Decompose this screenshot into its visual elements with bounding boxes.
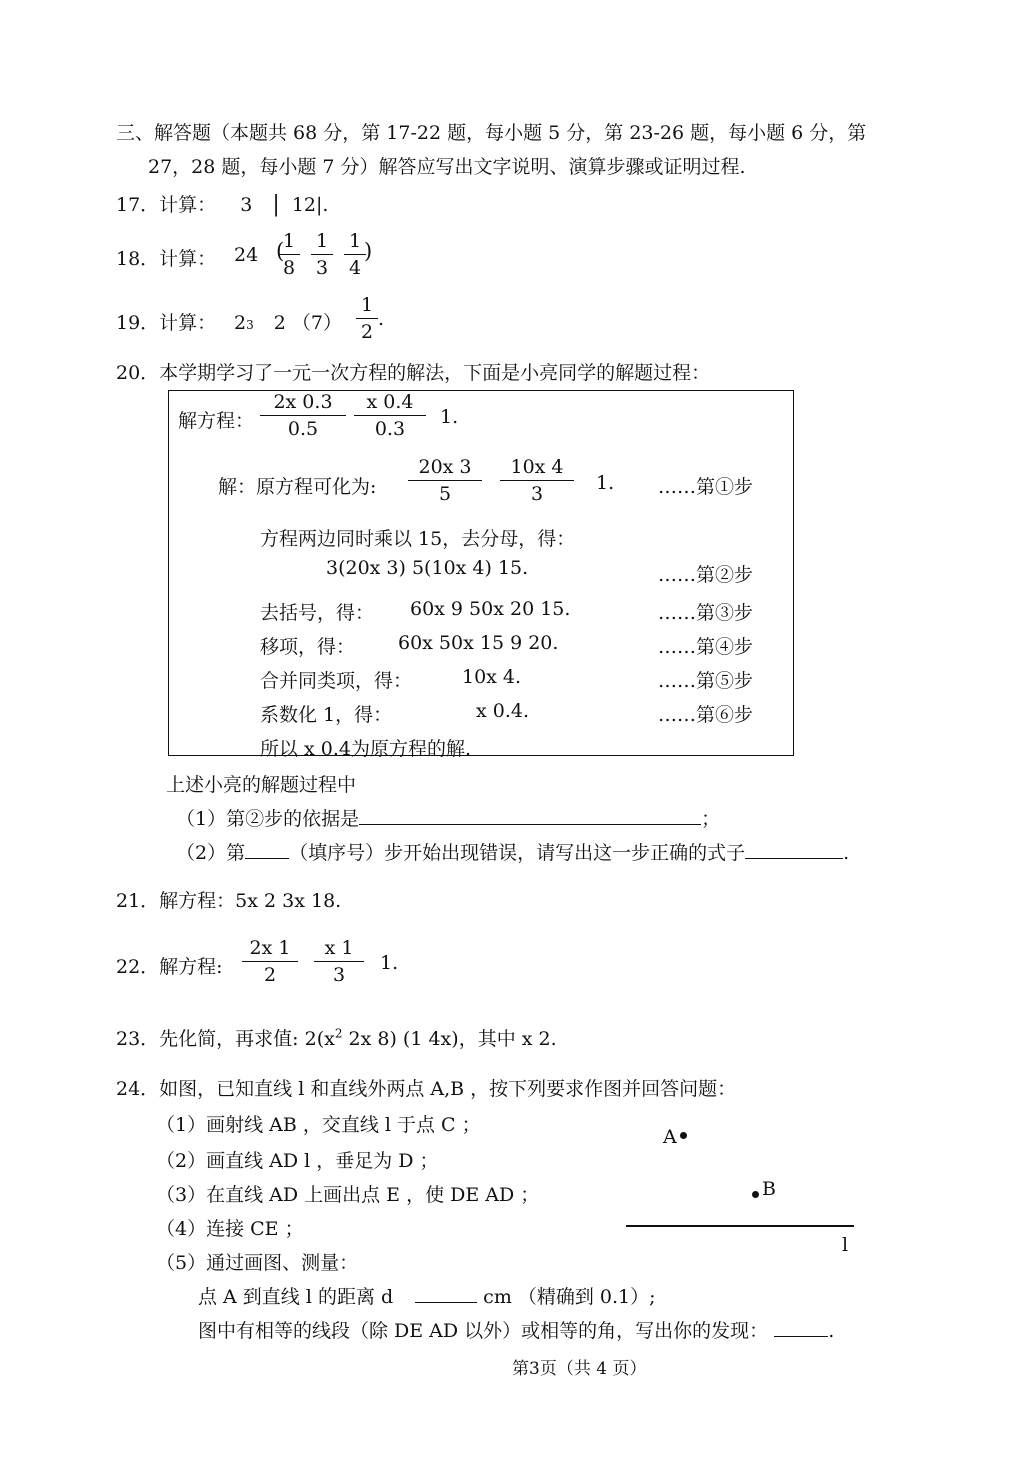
q20-step3-tag: ……第③步	[658, 602, 754, 624]
q20-step1-rhs: 1.	[596, 472, 615, 494]
q19-end: .	[378, 308, 385, 330]
q20-step4-tag: ……第④步	[658, 636, 754, 658]
q20-eq-label: 解方程：	[178, 410, 255, 432]
q20-step2-eq: 3(20x 3) 5(10x 4) 15.	[326, 557, 529, 579]
line-l	[626, 1225, 854, 1227]
page-footer: 第3页（共 4 页）	[512, 1359, 647, 1379]
q20-part2-blank-expr[interactable]	[745, 840, 843, 859]
q20-step1-frac-1: 20x 3 5	[408, 456, 482, 505]
section-heading-line2: 27，28 题，每小题 7 分）解答应写出文字说明、演算步骤或证明过程.	[148, 156, 746, 178]
q20-conclusion: 所以 x 0.4为原方程的解.	[260, 738, 472, 760]
q24-distance-blank[interactable]	[415, 1284, 477, 1303]
q24-intro: 24．如图，已知直线 l 和直线外两点 A,B ，按下列要求作图并回答问题：	[116, 1078, 737, 1100]
section-heading-line1: 三、解答题（本题共 68 分，第 17-22 题，每小题 5 分，第 23-26 题，每小题 6 分，第	[116, 122, 867, 144]
q20-intro: 20．本学期学习了一元一次方程的解法，下面是小亮同学的解题过程：	[116, 362, 711, 384]
q20-step6-tag: ……第⑥步	[658, 704, 754, 726]
q19-frac: 1 2	[356, 294, 378, 343]
q20-part2: （2）第 （填序号）步开始出现错误，请写出这一步正确的式子 .	[176, 842, 850, 864]
q21: 21．解方程：5x 2 3x 18.	[116, 890, 342, 912]
q17	[116, 190, 328, 217]
q20-step4-eq: 60x 50x 15 9 20.	[398, 632, 559, 654]
point-a-label: A	[663, 1126, 677, 1148]
q18-paren-open: (	[276, 239, 285, 263]
line-l-label: l	[842, 1234, 849, 1256]
q20-part2-blank-step[interactable]	[245, 840, 289, 859]
q24-findings-blank[interactable]	[774, 1318, 828, 1337]
q17-expr-b: 12|.	[291, 194, 329, 216]
q20-step2-tag: ……第②步	[658, 564, 754, 586]
q24-item-5: （5）通过画图、测量：	[156, 1252, 359, 1274]
q20-after: 上述小亮的解题过程中	[166, 774, 357, 796]
q23: 23．先化简，再求值: $2(x^2$ 2x 8) (1 4x)，其中 x 2.	[116, 1026, 557, 1050]
q20-step3-eq: 60x 9 50x 20 15.	[410, 598, 571, 620]
point-a-dot	[680, 1132, 687, 1139]
point-b-label: B	[762, 1178, 776, 1200]
q18-label: 18．计算：	[116, 248, 217, 270]
q24-item-2: （2）画直线 AD l ，垂足为 D ；	[156, 1150, 439, 1172]
q20-part1: （1）第②步的依据是 ；	[176, 808, 721, 830]
q22-frac-2: x 1 3	[314, 937, 364, 986]
q20-step1-frac-2: 10x 4 3	[500, 456, 574, 505]
q20-step1-tag: ……第①步	[658, 476, 754, 498]
q20-step5-tag: ……第⑤步	[658, 670, 754, 692]
q20-step5-label: 合并同类项，得：	[260, 670, 413, 692]
q18-frac-1: 1 8	[278, 230, 300, 279]
q18-paren-close: )	[364, 239, 373, 263]
q24-item-4: （4）连接 CE ；	[156, 1218, 304, 1240]
q17-label: 17．计算：	[116, 194, 217, 216]
q22-frac-1: 2x 1 2	[242, 937, 298, 986]
q19-power: 23 2 （7）	[234, 312, 342, 334]
q20-eq-frac-2: x 0.4 0.3	[354, 391, 426, 440]
q18-frac-3: 1 4	[344, 230, 366, 279]
q20-step5-eq: 10x 4.	[462, 666, 522, 688]
q20-eq-frac-1: 2x 0.3 0.5	[260, 391, 346, 440]
q22-rhs: 1.	[380, 952, 399, 974]
q23-expr: $2(x^2$ 2x 8) (1 4x)	[304, 1026, 459, 1050]
q20-eq-rhs: 1.	[440, 406, 459, 428]
q20-step3-label: 去括号，得：	[260, 602, 375, 624]
q17-abs-bar: |	[272, 192, 280, 217]
q20-step1-label: 解：原方程可化为:	[218, 476, 377, 498]
q19-label: 19．计算：	[116, 312, 217, 334]
q20-step6-eq: x 0.4.	[476, 700, 530, 722]
q24-item-6: 点 A 到直线 l 的距离 d cm （精确到 0.1）;	[198, 1286, 656, 1308]
q18-lead: 24	[234, 244, 259, 266]
q24-item-3: （3）在直线 AD 上画出点 E ，使 DE AD ；	[156, 1184, 540, 1206]
q24-item-7: 图中有相等的线段（除 DE AD 以外）或相等的角，写出你的发现： .	[198, 1320, 835, 1342]
q24-item-1: （1）画射线 AB ，交直线 l 于点 C ；	[156, 1114, 481, 1136]
q20-step4-label: 移项，得：	[260, 636, 356, 658]
q20-step6-label: 系数化 1，得：	[260, 704, 393, 726]
point-b-dot	[752, 1191, 759, 1198]
q18-frac-2: 1 3	[311, 230, 333, 279]
q20-step2-text: 方程两边同时乘以 15，去分母，得：	[260, 528, 576, 550]
q22-label: 22．解方程:	[116, 956, 223, 978]
q20-part1-blank[interactable]	[359, 806, 701, 825]
q17-expr-a: 3	[240, 194, 253, 216]
